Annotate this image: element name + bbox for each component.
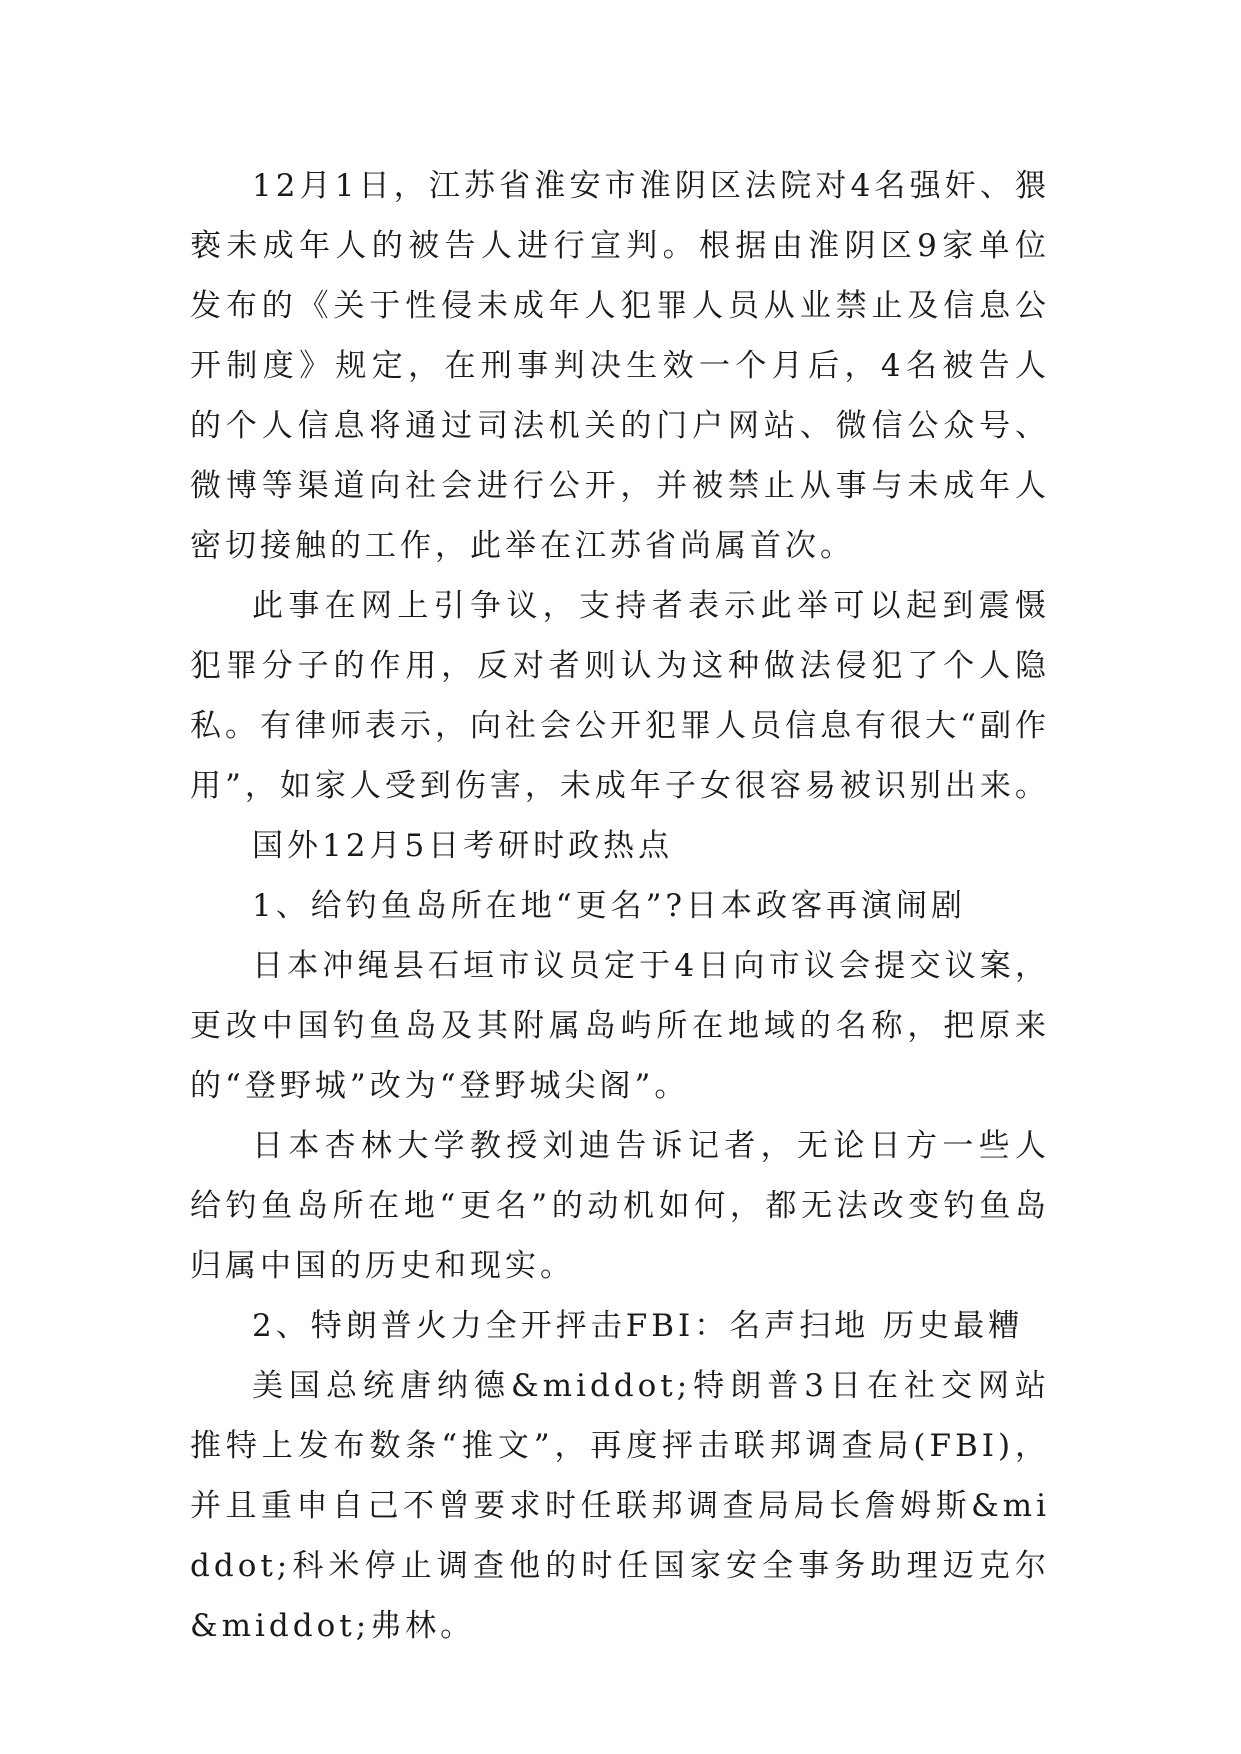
item-heading-diaoyu: 1、给钓鱼岛所在地“更名”?日本政客再演闹剧	[252, 888, 967, 924]
document-body	[190, 156, 1050, 1656]
paragraph-diaoyu-rename: 日本冲绳县石垣市议员定于4日向市议会提交议案，更改中国钓鱼岛及其附属岛屿所在地域的名称，把原来的“登野城”改为“登野城尖阁”。	[190, 948, 1050, 1104]
paragraph-fbi-tweets: 美国总统唐纳德&middot;特朗普3日在社交网站推特上发布数条“推文”，再度抨击联邦调查局(FBI)，并且重申自己不曾要求时任联邦调查局局长詹姆斯&middot;科米停止调查他的时任国家安全事务助理迈克尔&middot;弗林。	[190, 1368, 1050, 1644]
section-heading-foreign: 国外12月5日考研时政热点	[252, 828, 674, 864]
paragraph-diaoyu-expert: 日本杏林大学教授刘迪告诉记者，无论日方一些人给钓鱼岛所在地“更名”的动机如何，都无法改变钓鱼岛归属中国的历史和现实。	[190, 1128, 1050, 1284]
item-heading-fbi: 2、特朗普火力全开抨击FBI：名声扫地 历史最糟	[252, 1308, 1024, 1344]
paragraph-court-verdict: 12月1日，江苏省淮安市淮阴区法院对4名强奸、猥亵未成年人的被告人进行宣判。根据由淮阴区9家单位发布的《关于性侵未成年人犯罪人员从业禁止及信息公开制度》规定，在刑事判决生效一个月后，4名被告人的个人信息将通过司法机关的门户网站、微信公众号、微博等渠道向社会进行公开，并被禁止从事与未成年人密切接触的工作，此举在江苏省尚属首次。	[190, 168, 1050, 564]
paragraph-controversy: 此事在网上引争议，支持者表示此举可以起到震慑犯罪分子的作用，反对者则认为这种做法侵犯了个人隐私。有律师表示，向社会公开犯罪人员信息有很大“副作用”，如家人受到伤害，未成年子女很容易被识别出来。	[190, 588, 1050, 804]
